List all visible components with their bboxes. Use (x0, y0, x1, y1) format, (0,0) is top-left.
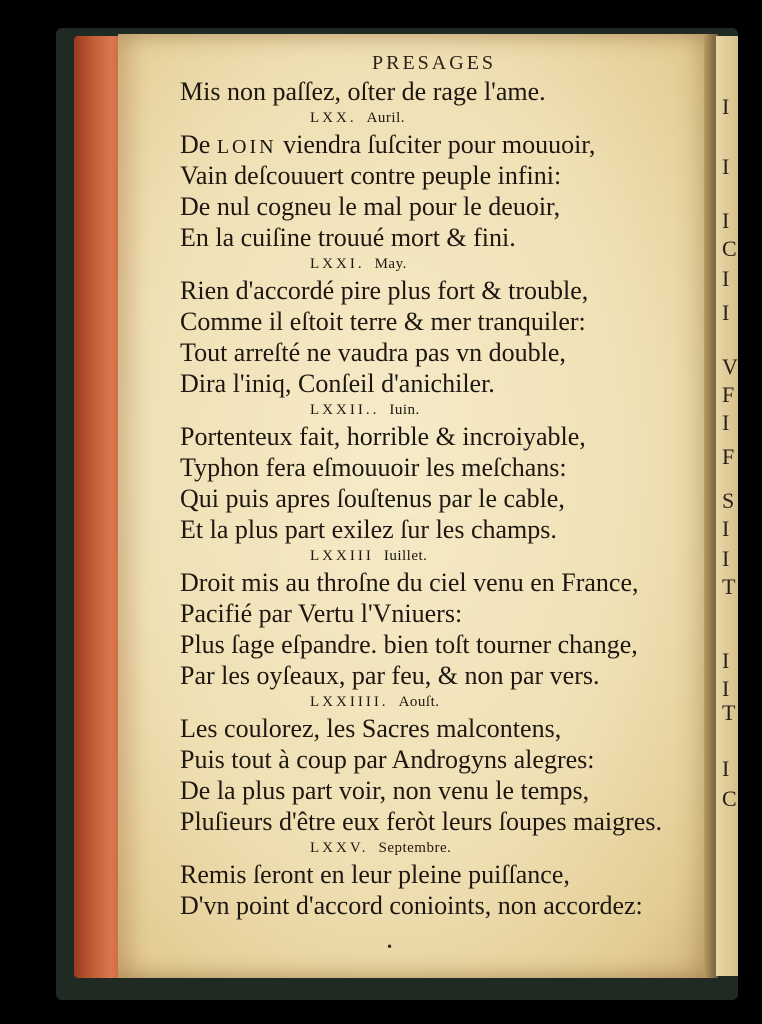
verse-line (180, 859, 710, 890)
verse-line (180, 660, 710, 691)
verse-text-rest: viendra ſuſciter pour mouuoir, (276, 130, 596, 159)
verse-line (180, 514, 710, 545)
facing-page-letter: T (722, 574, 736, 599)
facing-page-letter: F (722, 444, 735, 469)
verse-line (180, 775, 710, 806)
verse-text: Qui puis apres ſouſtenus par le cable, (180, 484, 565, 513)
quatrain-number: LXXI. (310, 256, 365, 272)
page-mark: • (386, 940, 394, 954)
facing-page-letter: I (722, 300, 730, 325)
quatrain-heading (180, 837, 710, 859)
facing-page-sliver (716, 36, 738, 976)
facing-page-letter: I (722, 154, 730, 179)
verse-text: En la cuiſine trouué mort & fini. (180, 223, 516, 252)
verse-text: Plus ſage eſpandre. bien toſt tourner change, (180, 630, 638, 659)
verse-line (180, 713, 710, 744)
quatrain-month: May. (374, 256, 407, 272)
verse-line (180, 191, 710, 222)
verse-line (180, 368, 710, 399)
verse-line (180, 129, 710, 160)
verse-text: Les coulorez, les Sacres malcontens, (180, 714, 562, 743)
verse-smallcaps: LOIN (216, 136, 277, 158)
facing-page-letter: I (722, 410, 730, 435)
verse-line (180, 744, 710, 775)
facing-page-letter: I (722, 266, 730, 291)
facing-page-letter: I (722, 756, 730, 781)
verse-text: Par les oyſeaux, par feu, & non par vers. (180, 661, 600, 690)
verse-line (180, 890, 710, 921)
verse-text: Droit mis au throſne du ciel venu en France, (180, 568, 639, 597)
verse-text: D'vn point d'accord conioints, non accordez: (180, 891, 643, 920)
facing-page-letter: I (722, 208, 730, 233)
quatrain-number: LXXIIII. (310, 694, 389, 710)
verse-line (180, 421, 710, 452)
quatrain-number: LXXII.. (310, 402, 380, 418)
verse-text: De nul cogneu le mal pour le deuoir, (180, 192, 561, 221)
verse-line (180, 222, 710, 253)
verse-text: Vain deſcouuert contre peuple infini: (180, 161, 562, 190)
verse-line (180, 567, 710, 598)
verse-text: De (180, 130, 217, 159)
verse-text: Et la plus part exilez ſur les champs. (180, 515, 557, 544)
quatrain-month: Aouſt. (398, 694, 440, 710)
facing-page-letter: T (722, 700, 736, 725)
facing-page-letter: I (722, 676, 730, 701)
verse-line (180, 337, 710, 368)
quatrain-heading (180, 253, 710, 275)
quatrain-heading (180, 545, 710, 567)
facing-page-letter: I (722, 648, 730, 673)
running-head: PRESAGES (372, 52, 497, 74)
verse-text: De la plus part voir, non venu le temps, (180, 776, 590, 805)
verse-line (180, 160, 710, 191)
verse-text: Pacifié par Vertu l'Vniuers: (180, 599, 463, 628)
verse-text: Tout arreſté ne vaudra pas vn double, (180, 338, 566, 367)
quatrain-number: LXXIII (310, 548, 374, 564)
facing-page-letter: I (722, 516, 730, 541)
verse-text: Portenteux fait, horrible & incroiyable, (180, 422, 586, 451)
verse-line (180, 629, 710, 660)
verse-text: Pluſieurs d'être eux feròt leurs ſoupes maigres. (180, 807, 662, 836)
verse-line (180, 483, 710, 514)
verse-line (180, 598, 710, 629)
quatrain-month: Iuillet. (383, 548, 428, 564)
quatrain-month: Auril. (366, 110, 405, 126)
verse-text: Typhon fera eſmouuoir les meſchans: (180, 453, 567, 482)
facing-page-letter: S (722, 488, 735, 513)
quatrain-list (180, 107, 710, 921)
verse-text: Dira l'iniq, Conſeil d'anichiler. (180, 369, 495, 398)
verse-line (180, 806, 710, 837)
facing-page-letter: F (722, 382, 735, 407)
verse-text: Puis tout à coup par Androgyns alegres: (180, 745, 595, 774)
facing-page-letter: V (722, 354, 738, 379)
quatrain-heading (180, 107, 710, 129)
quatrain-heading (180, 399, 710, 421)
verse-line (180, 275, 710, 306)
quatrain-month: Septembre. (378, 840, 452, 856)
facing-page-letter: C (722, 786, 737, 811)
verse-line (180, 306, 710, 337)
verse-text: Remis ſeront en leur pleine puiſſance, (180, 860, 570, 889)
first-line: Mis non paſſez, oſter de rage l'ame. (180, 77, 546, 106)
verse-line (180, 452, 710, 483)
facing-page-letter: I (722, 546, 730, 571)
facing-page-letter: I (722, 94, 730, 119)
quatrain-heading (180, 691, 710, 713)
facing-page-letter: C (722, 236, 737, 261)
quatrain-number: LXX. (310, 110, 357, 126)
text-block (180, 76, 710, 921)
verse-text: Comme il eſtoit terre & mer tranquiler: (180, 307, 586, 336)
quatrain-number: LXXV. (310, 840, 369, 856)
verse-text: Rien d'accordé pire plus fort & trouble, (180, 276, 589, 305)
quatrain-month: Iuin. (389, 402, 420, 418)
